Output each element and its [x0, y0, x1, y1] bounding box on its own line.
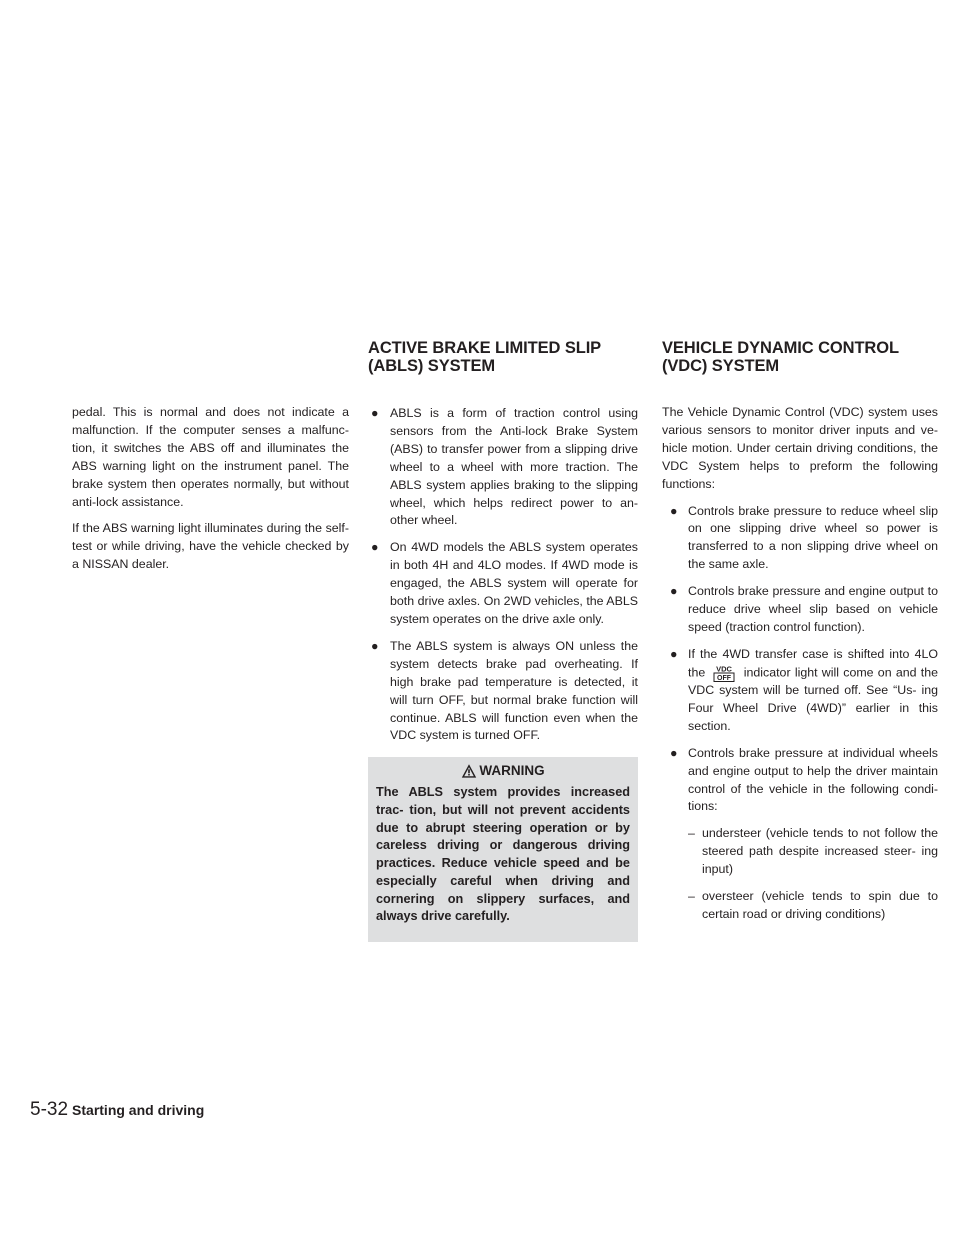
- warning-title-row: [376, 757, 630, 784]
- warning-box: [368, 757, 638, 942]
- list-item: [368, 638, 638, 745]
- section-title: Starting and driving: [72, 1102, 205, 1118]
- list-item: [662, 583, 938, 637]
- list-item: [662, 888, 938, 924]
- page-footer: [30, 1099, 204, 1121]
- abls-bullet-list: [368, 405, 638, 745]
- vdc-off-icon: [713, 664, 735, 682]
- abls-heading: ACTIVE BRAKE LIMITED SLIP (ABLS) SYSTEM: [368, 339, 601, 375]
- vdc-icon-top-text: VDC: [716, 664, 733, 674]
- bullet-icon: ●: [670, 745, 678, 760]
- abls-bullet-text: ABLS is a form of traction control using sensors from the Anti-lock Brake System (ABS) to transfer power from a slipping drive wheel to a wheel with more traction. The ABLS system applies braking to the slipping wheel, which helps redirect power to an- other wheel.: [390, 406, 638, 528]
- vdc-column: [662, 404, 938, 933]
- vdc-bullet-text: Controls brake pressure at individual wheels and engine output to help the driver maintain control of the vehicle in the following condi- tions:: [688, 745, 938, 814]
- vdc-bullet-text: Controls brake pressure and engine output to reduce drive wheel slip based on vehicle speed (traction control function).: [688, 584, 938, 634]
- abs-paragraph-1: pedal. This is normal and does not indicate a malfunction. If the computer senses a malfunc- tion, it switches the ABS off and illuminates the ABS warning light on the instrument panel. The brake system then operates normally, but without anti-lock assistance.: [72, 405, 349, 509]
- dash-icon: –: [688, 826, 695, 841]
- vdc-bullet-text-b: indicator light will come on and the VDC system will be turned off. See “Us- ing Four Wheel Drive (4WD)” earlier in this section.: [688, 665, 938, 733]
- list-item: [368, 405, 638, 530]
- dash-icon: –: [688, 889, 695, 904]
- list-item: [368, 539, 638, 629]
- vdc-dash-text: understeer (vehicle tends to not follow the steered path despite increased steer- ing input): [702, 826, 938, 877]
- bullet-icon: ●: [670, 503, 678, 518]
- warning-text: The ABLS system provides increased trac- tion, but will not prevent accidents due to abrupt steering operation or by careless driving or dangerous driving practices. Reduce vehicle speed and be especially careful when driving and cornering on slippery surfaces, and always drive carefully.: [376, 785, 630, 924]
- vdc-heading: VEHICLE DYNAMIC CONTROL (VDC) SYSTEM: [662, 339, 899, 375]
- vdc-dash-text: oversteer (vehicle tends to spin due to certain road or driving conditions): [702, 889, 938, 921]
- abs-paragraph-2: If the ABS warning light illuminates during the self-test or while driving, have the vehicle checked by a NISSAN dealer.: [72, 521, 349, 572]
- vdc-bullet-list: [662, 503, 938, 924]
- bullet-icon: ●: [670, 584, 678, 599]
- abls-bullet-text: The ABLS system is always ON unless the system detects brake pad overheating. If high brake pad temperature is detected, it will turn OFF, but normal brake function will continue. ABLS will function even when the VDC system is turned OFF.: [390, 638, 638, 743]
- list-item: [662, 745, 938, 817]
- warning-triangle-icon: [461, 763, 477, 779]
- page-number: 5-32: [30, 1099, 69, 1120]
- abls-column: [368, 405, 638, 942]
- bullet-icon: ●: [371, 638, 379, 653]
- left-column: [72, 404, 349, 583]
- bullet-icon: ●: [371, 406, 379, 420]
- bullet-icon: ●: [371, 540, 379, 555]
- bullet-icon: ●: [670, 646, 678, 661]
- warning-title: WARNING: [479, 762, 545, 778]
- vdc-intro: The Vehicle Dynamic Control (VDC) system uses various sensors to monitor driver inputs and ve- hicle motion. Under certain driving conditions, the VDC System helps to preform the following functions:: [662, 405, 938, 491]
- vdc-icon-bottom-text: OFF: [717, 674, 732, 682]
- list-item: [662, 503, 938, 575]
- abls-bullet-text: On 4WD models the ABLS system operates in both 4H and 4LO modes. If 4WD mode is engaged, the ABLS system will operate for both drive axles. On 2WD vehicles, the ABLS system operates on the drive axle only.: [390, 540, 638, 626]
- vdc-bullet-text: Controls brake pressure to reduce wheel slip on one slipping drive wheel so power is transferred to a non slipping drive wheel on the same axle.: [688, 503, 938, 572]
- list-item: [662, 646, 938, 736]
- vdc-bullet-text-a: If the 4WD transfer case is shifted into 4LO the: [688, 646, 938, 680]
- list-item: [662, 825, 938, 879]
